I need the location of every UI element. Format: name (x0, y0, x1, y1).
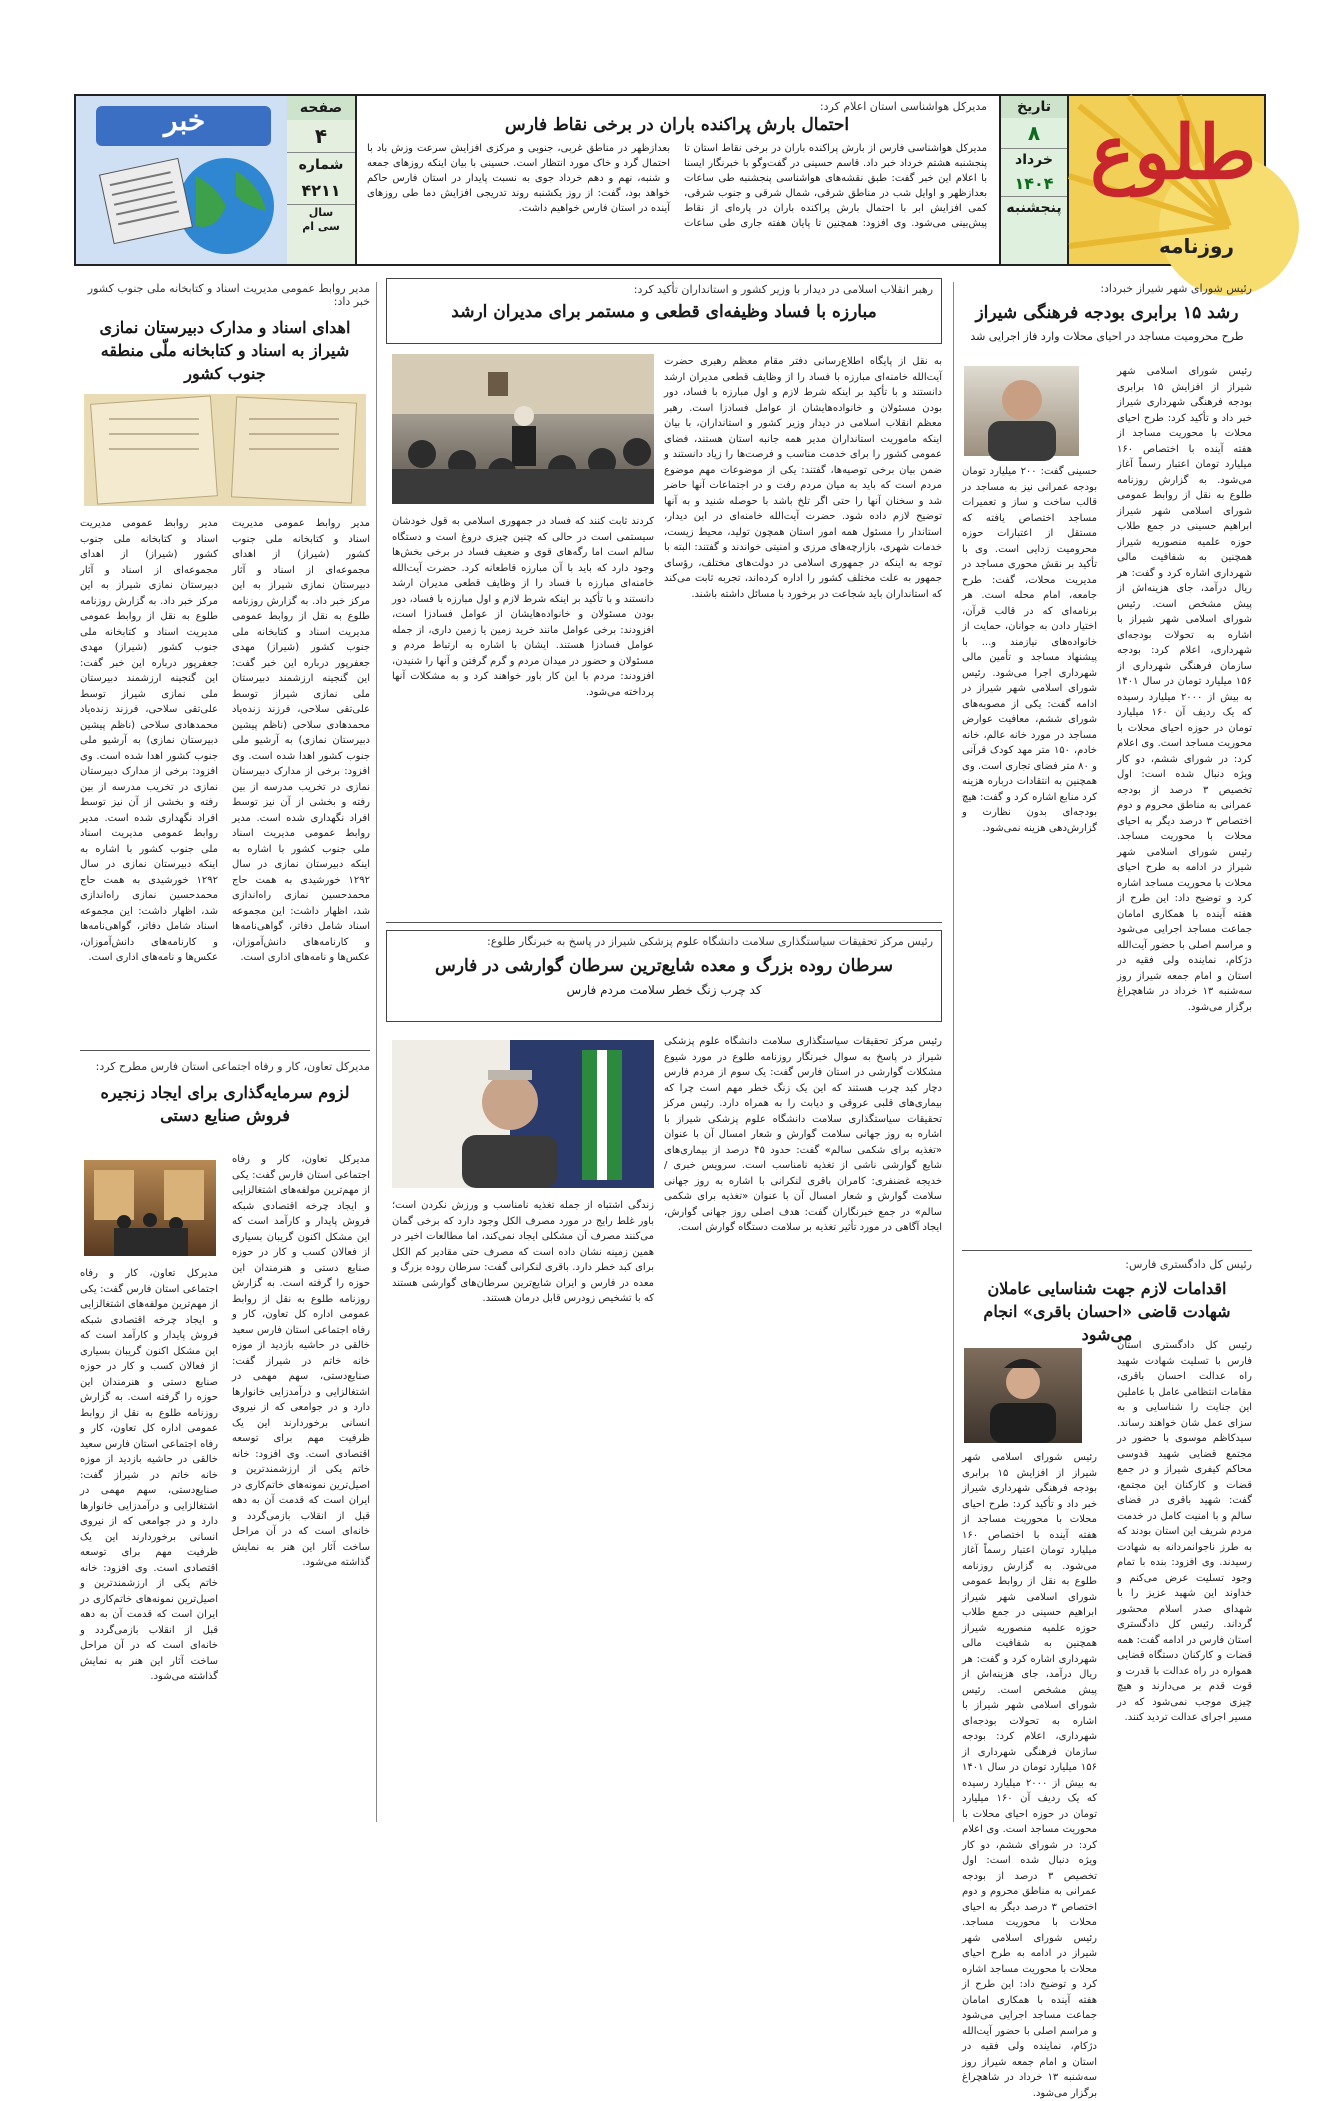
article-title: مبارزه با فساد وظیفه‌ای قطعی و مستمر برای مدیران ارشد (451, 302, 877, 322)
page-number: ۴ (314, 124, 328, 148)
section-title: خبر (164, 104, 206, 137)
issue-number: ۴۲۱۱ (301, 181, 341, 200)
divider (962, 1250, 1252, 1251)
date-label: تاریخ (1001, 96, 1067, 118)
date-year: ۱۴۰۴ (1014, 174, 1054, 193)
article-title: اقدامات لازم جهت شناسایی عاملان شهادت قاضی «احسان باقری» انجام می‌شود (983, 1279, 1231, 1345)
article-kicker: رئیس کل دادگستری فارس: (1125, 1258, 1252, 1271)
divider (80, 1050, 370, 1051)
article-body: رئیس مرکز تحقیقات سیاستگذاری سلامت دانشگاه علوم پزشکی شیراز در پاسخ به سوال خبرنگار روزنامه طلوع در مورد شیوع مشکلات گوارشی در استان فارس گفت: یک سوم از مردم فارس دچار کبد چرب هستند که این یک زنگ خطر مهم است چرا که بیماری‌های قلبی عروقی و دیابت را به همراه دارد. رئیس مرکز تحقیقات سیاستگذاری سلامت دانشگاه علوم پزشکی شیراز با اشاره به روز جهانی سلامت گوارش و شعار امسال آن با عنوان «تغذیه برای شکمی سالم» گفت: حدود ۴۵ درصد از بیماری‌های شایع گوارشی ناشی از تغذیه نامناسب است. سرویس خبری / خدیجه غضنفری: کامران باقری لنکرانی با اشاره به روز جهانی سلامت گوارش و شعار امسال آن با عنوان «تغذیه برای شکمی سالم» در جمع خبرنگاران گفت: هدف اصلی روز جهانی گوارش، ایجاد آگاهی در مورد تأثیر تغذیه بر سلامت دستگاه گوارش است. (664, 1036, 942, 1233)
column-divider (376, 282, 377, 1822)
newspaper-logo (1067, 96, 1264, 264)
date-box (999, 96, 1067, 264)
masthead-news-body: مدیرکل هواشناسی فارس از بارش پراکنده باران در برخی نقاط استان تا پنجشنبه هشتم خرداد خبر داد. قاسم حسینی در گفت‌وگو با خبرنگار ایسنا با اعلام این خبر گفت: طبق نقشه‌های هواشناسی پنجشنبه طی ساعات بعدازظهر و اوایل شب در مناطق شرقی، شمال شرقی و جنوب شرقی، کمی افزایش ابر با احتمال بارش پراکنده باران در پاره‌ای از نقاط پیش‌بینی می‌شود. وی افزود: همچنین تا پایان هفته جاری طی ساعات بعدازظهر در مناطق غربی، جنوبی و مرکزی افزایش سرعت وزش باد با احتمال گرد و خاک مورد انتظار است. حسینی با بیان اینکه روزهای جمعه و شنبه، نهم و دهم خرداد جوی به نسبت پایدار در استان فارس حاکم خواهد بود، گفت: از روز یکشنبه روند تدریجی افزایش دما طی روزهای آینده در استان فارس خواهیم داشت. (367, 143, 987, 229)
article-body-continued: حسینی گفت: ۲۰۰ میلیارد تومان بودجه عمرانی نیز به مساجد در قالب ساخت و ساز و تعمیرات مساجد اختصاص یافته که مستقل از اعتبارات حوزه محرومیت زدایی است. وی با تأکید بر نقش محوری مساجد در مدیریت محلات، گفت: طرح جامعه، امام محله است. هر برنامه‌ای که در قالب قرآن، اختیار دادن به جوانان، حمایت از خانواده‌های نیازمند و... با پیشنهاد مساجد و تأمین مالی شهرداری اجرا می‌شود. رئیس شورای اسلامی شهر شیراز در ادامه گفت: یکی از مصوبه‌های شورای ششم، معافیت عوارض مساجد در مورد خانه عالم، خانه خادم، ۱۵۰ متر مهد کودک قرآنی و ۸۰ متر فضای تجاری است. وی همچنین به انتقادات درباره هزینه کرد منابع اشاره کرد و گفت: هیچ بودجه‌ای بدون نظارت و گزارش‌دهی هزینه نمی‌شود. (962, 466, 1097, 834)
logo-subtitle: روزنامه (1159, 234, 1234, 258)
section-banner (76, 96, 287, 264)
article-body: مدیر روابط عمومی مدیریت اسناد و کتابخانه ملی جنوب کشور (شیراز) از اهدای مجموعه‌ای از اسناد و آثار دبیرستان نمازی شیراز به این مرکز خبر داد. به گزارش روزنامه طلوع به نقل از روابط عمومی مدیریت اسناد و کتابخانه ملی جنوب کشور (شیراز) مهدی جعفرپور درباره این خبر گفت: این گنجینه ارزشمند دبیرستان ملی نمازی شیراز توسط علی‌تقی سلاحی، فرزند زنده‌یاد محمدهادی سلاحی (ناظم پیشین دبیرستان نمازی) به آرشیو ملی جنوب کشور اهدا شده است. وی افزود: برخی از مدارک دبیرستان نمازی در تخریب مدرسه از بین رفته و بخشی از آن نیز توسط افراد نگهداری شده است. مدیر روابط عمومی مدیریت اسناد ملی جنوب کشور با اشاره به اینکه دبیرستان نمازی در سال ۱۲۹۲ خورشیدی به همت حاج محمدحسین نمازی راه‌اندازی شد، اظهار داشت: این مجموعه اسناد شامل دفاتر، گواهی‌نامه‌ها و کارنامه‌های دانش‌آموزان، عکس‌ها و نامه‌های اداری است. (232, 518, 370, 963)
article-kicker: رئیس شورای شهر شیراز خبرداد: (1100, 282, 1252, 295)
article-city-council (962, 282, 1252, 1092)
article-body: مدیرکل تعاون، کار و رفاه اجتماعی استان فارس گفت: یکی از مهم‌ترین مولفه‌های اشتغالزایی و ایجاد چرخه اقتصادی شبکه فروش پایدار و کارآمد است که این مشکل اکنون گریبان بسیاری از فعالان کسب و کار در حوزه صنایع دستی و هنرمندان این حوزه را گرفته است. به گزارش روزنامه طلوع به نقل از روابط عمومی اداره کل تعاون، کار و رفاه اجتماعی استان فارس سعید خالقی در حاشیه بازدید از موزه خانه خاتم در شیراز گفت: صنایع‌دستی، سهم مهمی در اشتغالزایی و درآمدزایی خانوارها دارد و در جوامعی که از نیروی انسانی برخوردارند این یک ظرفیت مهم برای توسعه اقتصادی است. وی افزود: خانه خاتم یکی از ارزشمندترین و اصیل‌ترین نمونه‌های خاتم‌کاری در ایران است که قدمت آن به دهه قبل از انقلاب بازمی‌گردد و خانه‌ای است که در آن مراحل ساخت آثار این هنر به نمایش گذاشته می‌شود. (232, 1154, 370, 1568)
article-body: رئیس کل دادگستری استان فارس با تسلیت شهادت شهید راه عدالت احسان باقری، مقامات انتظامی عامل با عاملین این جنایت را شناسایی و به سزای عمل شان خواهند رساند. سیدکاظم موسوی با حضور در مجتمع قضایی شهید قدوسی محاکم کیفری شیراز و در جمع قضات و کارکنان این مجتمع، گفت: شهید باقری در فضای سالم و با امنیت کامل در خدمت مردم شریف این استان بودند که به طرز ناجوانمردانه به شهادت رسیدند. وی افزود: بنده با تمام وجود تسلیت عرض می‌کنم و خداوند این شهید عزیز را با شهدای صدر اسلام محشور گرداند. رئیس کل دادگستری استان فارس در ادامه گفت: همه قضات و کارکنان دستگاه قضایی همواره در راه عدالت با قدرت و قوت قدم بر می‌دارند و هیچ چیزی موجب نمی‌شود که در مسیر اجرای عدالت تردید کنند. (1117, 1340, 1252, 1723)
divider (386, 922, 942, 923)
masthead-news-title: احتمال بارش پراکنده باران در برخی نقاط فارس (504, 115, 850, 135)
article-body: به نقل از پایگاه اطلاع‌رسانی دفتر مقام معظم رهبری حضرت آیت‌الله خامنه‌ای مبارزه با فساد را از وظایف قطعی مدیران ارشد دانستند و با تأکید بر اینکه شرط لازم و اول مبارزه با فساد، دور بودن مسئولان و خانواده‌هایشان از عوامل فسادزا است. رهبر معظم انقلاب اسلامی در دیدار وزیر کشور و استانداران، با بیان اینکه ماموریت استانداران مدیر همه جانبه استان هستند، فضای عمومی کشور را برای خدمت مناسب و فرصت‌ها را زیاد دانستند و ضمن بیان برخی توصیه‌ها، گفتند: یکی از موضوعات مهم موضوع مردم است که باید به میان مردم رفت و در اجتماعات آنها حاضر شد و سخنان آنها را حتی اگر تلخ باشد با حوصله شنید و به آنها توضیح لازم داده شود. حضرت آیت‌الله خامنه‌ای در این دیدار، استاندار را مسئول همه امور استان همچون تولید، محیط زیست، خدمات شهری، بازارچه‌های مرزی و امنیتی خواندند و گفتند: البته با توجه به اینکه در جمهوری اسلامی در دولت‌های مختلف، رؤسای جمهور به علت مختلف کشور را اداره کرده‌اند، تجربه ثابت می‌کند که استانداران باید شجاعت در برخورد با مسائل داشته باشند. (664, 356, 942, 600)
workshop-photo (84, 1160, 216, 1256)
researcher-photo (392, 1040, 654, 1188)
official-photo (964, 1348, 1082, 1443)
article-kicker: رئیس مرکز تحقیقات سیاستگذاری سلامت دانشگاه علوم پزشکی شیراز در پاسخ به خبرنگار طلوع: (487, 935, 933, 948)
issue-label: شماره (287, 152, 355, 177)
date-day: ۸ (1027, 121, 1041, 145)
article-kicker: مدیرکل تعاون، کار و رفاه اجتماعی استان فارس مطرح کرد: (95, 1060, 370, 1073)
article-body-continued: مدیر روابط عمومی مدیریت اسناد و کتابخانه ملی جنوب کشور (شیراز) از اهدای مجموعه‌ای از اسناد و آثار دبیرستان نمازی شیراز به این مرکز خبر داد. به گزارش روزنامه طلوع به نقل از روابط عمومی مدیریت اسناد و کتابخانه ملی جنوب کشور (شیراز) مهدی جعفرپور درباره این خبر گفت: این گنجینه ارزشمند دبیرستان ملی نمازی شیراز توسط علی‌تقی سلاحی، فرزند زنده‌یاد محمدهادی سلاحی (ناظم پیشین دبیرستان نمازی) به آرشیو ملی جنوب کشور اهدا شده است. وی افزود: برخی از مدارک دبیرستان نمازی در تخریب مدرسه از بین رفته و بخشی از آن نیز توسط افراد نگهداری شده است. مدیر روابط عمومی مدیریت اسناد ملی جنوب کشور با اشاره به اینکه دبیرستان نمازی در سال ۱۲۹۲ خورشیدی به همت حاج محمدحسین نمازی راه‌اندازی شد، اظهار داشت: این مجموعه اسناد شامل دفاتر، گواهی‌نامه‌ها و کارنامه‌های دانش‌آموزان، عکس‌ها و نامه‌های اداری است. (80, 518, 218, 963)
article-subtitle: طرح محرومیت مساجد در احیای محلات وارد فاز اجرایی شد (970, 329, 1244, 343)
date-weekday: پنجشنبه (1001, 196, 1067, 219)
article-subtitle: کد چرب زنگ خطر سلامت مردم فارس (566, 982, 762, 997)
article-body-continued: کردند ثابت کنند که فساد در جمهوری اسلامی به قول خودشان سیستمی است در حالی که چنین چیزی دروغ است و دستگاه سالم است اما رگه‌های قوی و ضعیف فساد در برخی بخش‌ها وجود دارد که باید با آن مبارزه قاطعانه کرد. حضرت آیت‌الله خامنه‌ای مبارزه با فساد را از وظایف قطعی مدیران ارشد دانستند و با تأکید بر اینکه شرط لازم و اول مبارزه با فساد، دور بودن مسئولان و خانواده‌هایشان از عوامل فسادزا است، افزودند: برخی عوامل مانند خرید زمین یا زمین داری، از جمله عوامل فسادزا هستند. ایشان با اشاره به ارتباط مردم و مسئولان و حضور در میدان مردم و گرم گرفتن و آنها را شنیدن، افزودند: مردم با این کار باور خواهند کرد و به مشکلات آنها پرداخته می‌شود. (392, 516, 654, 698)
masthead-news-kicker: مدیرکل هواشناسی استان اعلام کرد: (819, 100, 987, 113)
article-title: سرطان روده بزرگ و معده شایع‌ترین سرطان گوارشی در فارس (435, 956, 893, 976)
date-month: خرداد (1001, 148, 1067, 171)
article-body: رئیس شورای اسلامی شهر شیراز از افزایش ۱۵ برابری بودجه فرهنگی شهرداری شیراز خبر داد و تأکید کرد: طرح احیای محلات با محوریت مساجد از هفته آینده با اختصاص ۱۶۰ میلیارد تومان اعتبار رسماً آغاز می‌شود. به گزارش روزنامه طلوع به نقل از روابط عمومی شورای اسلامی شهر شیراز ابراهیم حسینی در جمع طلاب حوزه علمیه منصوریه شیراز همچنین به شفافیت مالی شهرداری اشاره کرد و گفت: هر ریال درآمد، جای هزینه‌اش از پیش مشخص است. رئیس شورای اسلامی شهر شیراز با اشاره به تحولات بودجه‌ای شهرداری، اعلام کرد: بودجه سازمان فرهنگی شهرداری از ۱۵۶ میلیارد تومان در سال ۱۴۰۱ به بیش از ۲۰۰۰ میلیارد رسیده که یک ردیف آن ۱۶۰ میلیارد تومان در حوزه احیای محلات با محوریت مساجد است. وی اعلام کرد: در شورای ششم، دو کار ویژه دنبال شده است: اول تخصیص ۳ درصد از بودجه عمرانی به مناطق محروم و دوم اختصاص ۳ درصد دیگر به احیای محلات با محوریت مساجد. رئیس شورای اسلامی شهر شیراز در ادامه به طرح احیای محلات با محوریت مساجد اشاره کرد و توضیح داد: این طرح از هفته آینده با همکاری امامان جماعت مساجد اجرایی می‌شود و مراسم اصلی با حضور آیت‌الله دژکام، نماینده ولی فقیه در استان و امام جمعه شیراز روز سه‌شنبه ۱۳ خرداد در شاهچراغ برگزار می‌شود. (1117, 366, 1253, 1013)
masthead (74, 94, 1266, 266)
column-divider (953, 282, 954, 1822)
article-archive (80, 282, 370, 1042)
article-judiciary (962, 1258, 1252, 2099)
article-handicrafts (80, 1060, 370, 1820)
page-info-box (285, 96, 357, 264)
article-title: لزوم سرمایه‌گذاری برای ایجاد زنجیره فروش صنایع دستی (100, 1083, 350, 1126)
article-title: اهدای اسناد و مدارک دبیرستان نمازی شیراز به اسناد و کتابخانه ملّی منطقه جنوب کشور (99, 318, 351, 384)
logo-word: طلوع (1090, 110, 1256, 196)
article-body-continued: رئیس شورای اسلامی شهر شیراز از افزایش ۱۵ برابری بودجه فرهنگی شهرداری شیراز خبر داد و تأکید کرد: طرح احیای محلات با محوریت مساجد از هفته آینده با اختصاص ۱۶۰ میلیارد تومان اعتبار رسماً آغاز می‌شود. به گزارش روزنامه طلوع به نقل از روابط عمومی شورای اسلامی شهر شیراز ابراهیم حسینی در جمع طلاب حوزه علمیه منصوریه شیراز همچنین به شفافیت مالی شهرداری اشاره کرد و گفت: هر ریال درآمد، جای هزینه‌اش از پیش مشخص است. رئیس شورای اسلامی شهر شیراز با اشاره به تحولات بودجه‌ای شهرداری، اعلام کرد: بودجه سازمان فرهنگی شهرداری از ۱۵۶ میلیارد تومان در سال ۱۴۰۱ به بیش از ۲۰۰۰ میلیارد رسیده که یک ردیف آن ۱۶۰ میلیارد تومان در حوزه احیای محلات با محوریت مساجد است. وی اعلام کرد: در شورای ششم، دو کار ویژه دنبال شده است: اول تخصیص ۳ درصد از بودجه عمرانی به مناطق محروم و دوم اختصاص ۳ درصد دیگر به احیای محلات با محوریت مساجد. رئیس شورای اسلامی شهر شیراز در ادامه به طرح احیای محلات با محوریت مساجد اشاره کرد و توضیح داد: این طرح از هفته آینده با همکاری امامان جماعت مساجد اجرایی می‌شود و مراسم اصلی با حضور آیت‌الله دژکام، نماینده ولی فقیه در استان و امام جمعه شیراز روز سه‌شنبه ۱۳ خرداد در شاهچراغ برگزار می‌شود. (962, 1452, 1098, 2099)
headline-box-leader (386, 278, 942, 344)
article-kicker: مدیر روابط عمومی مدیریت اسناد و کتابخانه ملی جنوب کشور خبر داد: (87, 282, 370, 308)
speaker-photo (964, 366, 1079, 456)
volume-line1: سال (287, 204, 355, 220)
article-kicker: رهبر انقلاب اسلامی در دیدار با وزیر کشور و استانداران تأکید کرد: (633, 283, 933, 296)
article-body-continued: مدیرکل تعاون، کار و رفاه اجتماعی استان فارس گفت: یکی از مهم‌ترین مولفه‌های اشتغالزایی و ایجاد چرخه اقتصادی شبکه فروش پایدار و کارآمد است که این مشکل اکنون گریبان بسیاری از فعالان کسب و کار در حوزه صنایع دستی و هنرمندان این حوزه را گرفته است. به گزارش روزنامه طلوع به نقل از روابط عمومی اداره کل تعاون، کار و رفاه اجتماعی استان فارس سعید خالقی در حاشیه بازدید از موزه خانه خاتم در شیراز گفت: صنایع‌دستی، سهم مهمی در اشتغالزایی و درآمدزایی خانوارها دارد و در جوامعی که از نیروی انسانی برخوردارند این یک ظرفیت مهم برای توسعه اقتصادی است. وی افزود: خانه خاتم یکی از ارزشمندترین و اصیل‌ترین نمونه‌های خاتم‌کاری در ایران است که قدمت آن به دهه قبل از انقلاب بازمی‌گردد و خانه‌ای است که در آن مراحل ساخت آثار این هنر به نمایش گذاشته می‌شود. (80, 1268, 218, 1682)
article-body-continued: زندگی اشتباه از جمله تغذیه نامناسب و ورزش نکردن است؛ باور غلط رایج در مورد مصرف الکل وجود دارد که برخی گمان می‌کنند مصرف آن مشکلی ایجاد نمی‌کند، اما مطالعات اخیر در همین زمینه نشان داده است که مصرف حتی مقادیر کم الکل برای کبد خطر دارد. باقری لنکرانی گفت: سرطان روده بزرگ و معده در فارس و ایران شایع‌ترین سرطان‌های گوارشی هستند که با تشخیص زودرس قابل درمان هستند. (392, 1200, 654, 1304)
article-title: رشد ۱۵ برابری بودجه فرهنگی شیراز (975, 303, 1239, 323)
documents-photo (84, 394, 366, 506)
headline-box-health (386, 930, 942, 1022)
leader-meeting-photo (392, 354, 654, 504)
page-label: صفحه (287, 96, 355, 120)
masthead-news (357, 96, 997, 264)
volume-line2: سی ام (302, 220, 340, 233)
